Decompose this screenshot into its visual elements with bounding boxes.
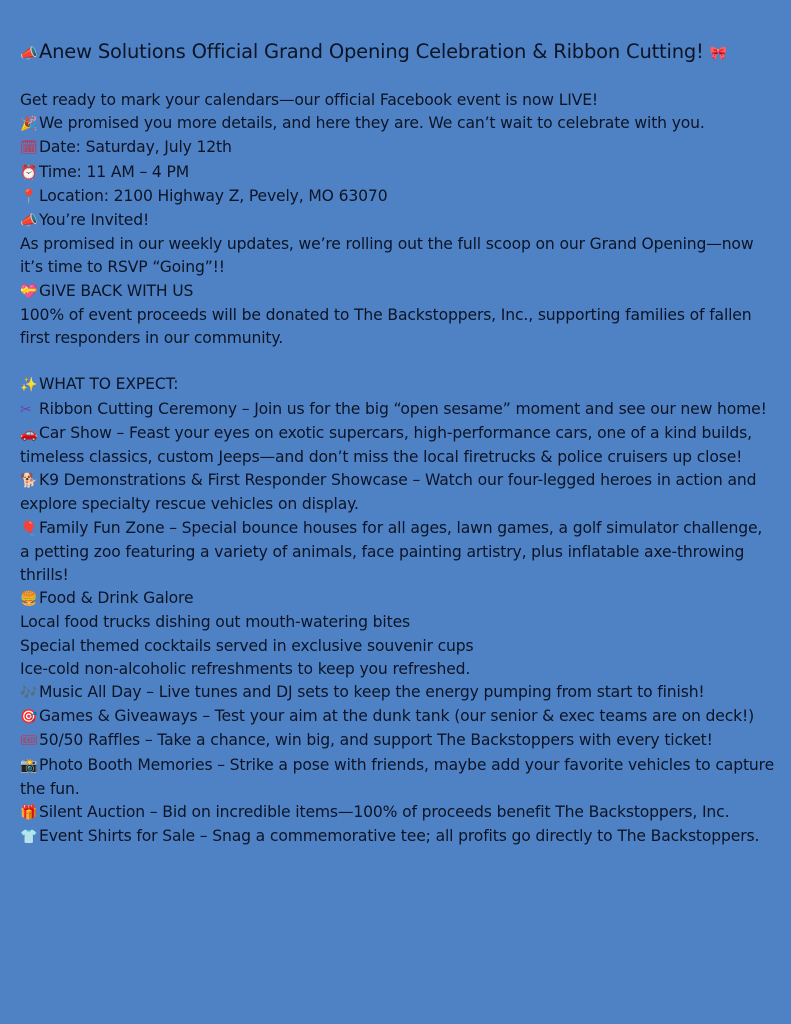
music-notes-icon: 🎶 <box>20 685 38 702</box>
list-item-food: 🍔 Food & Drink Galore <box>20 587 775 611</box>
list-item-photo-booth: 📸 Photo Booth Memories – Strike a pose with friends, maybe add your favorite vehicles to capture the fun. <box>20 755 775 798</box>
alarm-clock-icon: ⏰ <box>20 164 38 181</box>
shirt-icon: 👕 <box>20 829 38 846</box>
sparkles-icon: ✨ <box>20 377 38 394</box>
ribbon-icon: 🎀 <box>709 46 727 62</box>
target-icon: 🎯 <box>20 709 38 726</box>
list-item-raffles: 🎟50/50 Raffles – Take a chance, win big, and support The Backstoppers with every ticket! <box>20 729 775 753</box>
calendar-icon: 🗓 <box>20 140 38 157</box>
give-back-heading: 💝 GIVE BACK WITH US <box>20 280 775 304</box>
intro-line: Get ready to mark your calendars—our official Facebook event is now LIVE! <box>20 91 598 109</box>
megaphone-icon: 📣 <box>20 213 38 230</box>
megaphone-icon: 📣 <box>20 46 38 62</box>
burger-icon: 🍔 <box>20 591 38 608</box>
car-icon: 🚗 <box>20 425 38 442</box>
ticket-icon: 🎟 <box>20 733 38 750</box>
list-item-games: 🎯 Games & Giveaways – Test your aim at the dunk tank (our senior & exec teams are on deck!) <box>20 705 775 729</box>
list-item-ribbon-cutting: ✂ Ribbon Cutting Ceremony – Join us for the big “open sesame” moment and see our new home! <box>20 398 775 422</box>
list-item-auction: 🎁 Silent Auction – Bid on incredible items—100% of proceeds benefit The Backstoppers, Inc. <box>20 801 775 825</box>
heart-icon: 💝 <box>20 283 38 300</box>
list-item-music: 🎶 Music All Day – Live tunes and DJ sets to keep the energy pumping from start to finish! <box>20 681 775 705</box>
promise-line: 🎉 We promised you more details, and here they are. We can’t wait to celebrate with you. <box>20 112 775 136</box>
location-pin-icon: 📍 <box>20 188 38 205</box>
list-item-fun-zone: 🎈 Family Fun Zone – Special bounce houses for all ages, lawn games, a golf simulator challenge, a petting zoo featuring a variety of animals, face painting artistry, plus inflatable axe-throwing thrills! <box>20 518 763 585</box>
event-title-text: Anew Solutions Official Grand Opening Celebration & Ribbon Cutting! <box>39 40 704 63</box>
list-item-shirts: 👕 Event Shirts for Sale – Snag a commemorative tee; all profits go directly to The Backstoppers. <box>20 825 775 849</box>
food-line-3: Ice-cold non-alcoholic refreshments to keep you refreshed. <box>20 659 471 678</box>
food-line-1: Local food trucks dishing out mouth-watering bites <box>20 613 410 632</box>
gift-icon: 🎁 <box>20 805 38 822</box>
scissors-icon: ✂ <box>20 401 32 418</box>
time-line: ⏰ Time: 11 AM – 4 PM <box>20 161 775 185</box>
food-line-2: Special themed cocktails served in exclusive souvenir cups <box>20 636 474 655</box>
date-line: 🗓Date: Saturday, July 12th <box>20 136 775 160</box>
event-title <box>20 39 775 67</box>
invited-line: 📣 You’re Invited! <box>20 209 775 233</box>
expect-heading: ✨ WHAT TO EXPECT: <box>20 373 775 397</box>
camera-icon: 📸 <box>20 757 38 774</box>
party-popper-icon: 🎉 <box>20 116 38 133</box>
spacer <box>20 350 775 373</box>
balloon-icon: 🎈 <box>20 520 38 537</box>
give-back-paragraph: 100% of event proceeds will be donated to The Backstoppers, Inc., supporting families of fallen first responders in our community. <box>20 305 752 348</box>
event-post <box>20 39 775 849</box>
location-line: 📍 Location: 2100 Highway Z, Pevely, MO 63070 <box>20 185 775 209</box>
rsvp-paragraph: As promised in our weekly updates, we’re rolling out the full scoop on our Grand Opening—now it’s time to RSVP “Going”!! <box>20 235 754 277</box>
list-item-k9: 🐕 K9 Demonstrations & First Responder Showcase – Watch our four-legged heroes in action and explore specialty rescue vehicles on display. <box>20 471 757 514</box>
dog-icon: 🐕 <box>20 473 38 490</box>
list-item-car-show: 🚗 Car Show – Feast your eyes on exotic supercars, high-performance cars, one of a kind builds, timeless classics, custom Jeeps—and don’t miss the local firetrucks & police cruisers up close! <box>20 423 752 467</box>
